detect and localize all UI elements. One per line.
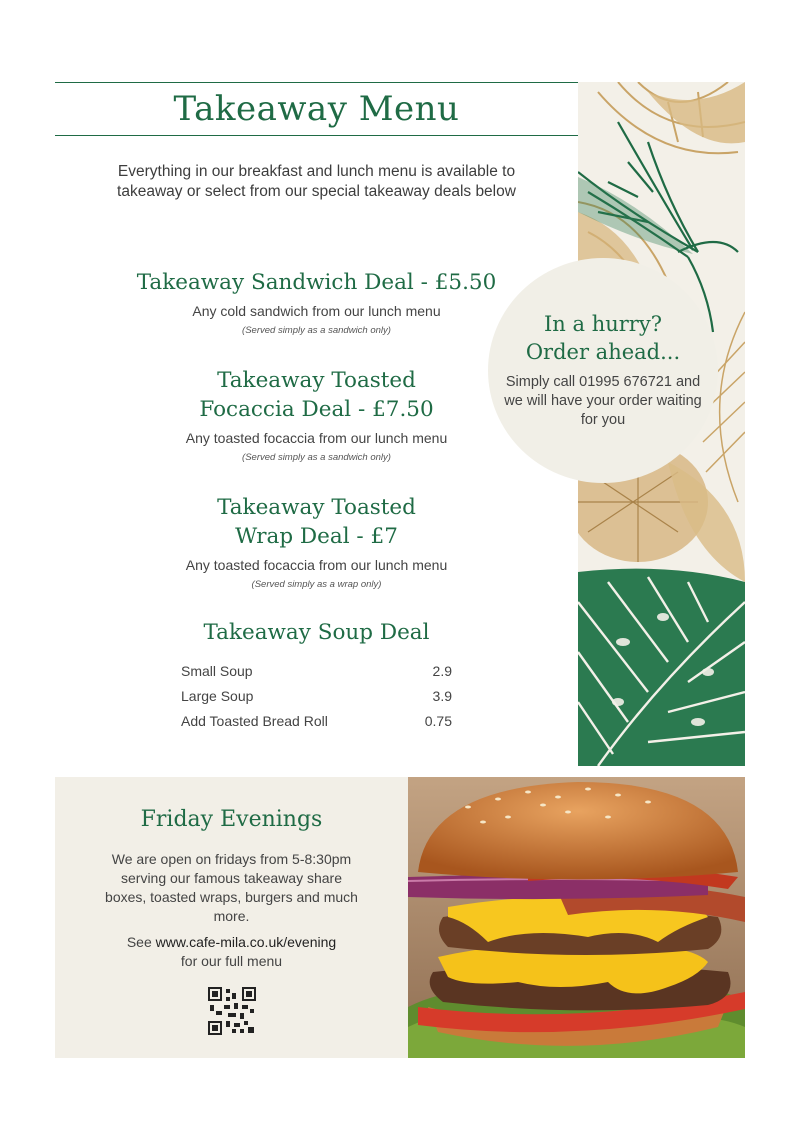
deal-focaccia xyxy=(120,366,513,463)
list-item xyxy=(181,661,452,686)
deal-note: (Served simply as a wrap only) xyxy=(251,579,382,590)
friday-evenings-panel xyxy=(55,777,408,1058)
deal-title: Takeaway Sandwich Deal - £5.50 xyxy=(136,270,497,295)
deal-note: (Served simply as a sandwich only) xyxy=(242,452,391,463)
item-price: 0.75 xyxy=(424,713,452,729)
page-title: Takeaway Menu xyxy=(173,89,460,129)
deal-description: Any cold sandwich from our lunch menu xyxy=(192,303,441,319)
callout-title-line1: In a hurry? xyxy=(544,312,662,336)
item-name: Small Soup xyxy=(181,663,253,679)
friday-link-text xyxy=(100,933,363,971)
deal-note: (Served simply as a sandwich only) xyxy=(242,325,391,336)
friday-description: We are open on fridays from 5-8:30pm serving our famous takeaway share boxes, toasted wraps, burgers and much more. xyxy=(105,851,358,924)
burger-photo xyxy=(408,777,745,1058)
deal-description: Any toasted focaccia from our lunch menu xyxy=(185,557,448,573)
callout-text: Simply call 01995 676721 and we will have your order waiting for you xyxy=(504,374,702,428)
evening-menu-link[interactable]: www.cafe-mila.co.uk/evening xyxy=(155,934,337,950)
soup-heading: Takeaway Soup Deal xyxy=(203,620,430,645)
list-item xyxy=(181,686,452,711)
deal-title-line1: Takeaway Toasted xyxy=(217,368,416,393)
item-price: 2.9 xyxy=(432,663,452,679)
link-prefix: See xyxy=(126,934,156,950)
intro-text: Everything in our breakfast and lunch menu is available to takeaway or select from our special takeaway deals below xyxy=(117,163,516,200)
soup-price-list xyxy=(181,661,452,736)
deal-title xyxy=(120,366,513,424)
qr-code-icon xyxy=(208,987,256,1035)
deal-wrap xyxy=(120,493,513,590)
deal-sandwich xyxy=(120,268,513,336)
deal-description: Any toasted focaccia from our lunch menu xyxy=(185,430,448,446)
list-item xyxy=(181,711,452,736)
order-ahead-callout xyxy=(488,258,718,483)
item-name: Add Toasted Bread Roll xyxy=(181,713,328,729)
friday-title: Friday Evenings xyxy=(140,807,323,832)
title-banner xyxy=(55,82,578,136)
deal-title-line1: Takeaway Toasted xyxy=(217,495,416,520)
callout-title-line2: Order ahead... xyxy=(525,340,681,364)
deal-title xyxy=(120,493,513,551)
deal-title-line2: Wrap Deal - £7 xyxy=(235,524,398,549)
item-price: 3.9 xyxy=(432,688,452,704)
deal-title-line2: Focaccia Deal - £7.50 xyxy=(199,397,434,422)
callout-title xyxy=(488,310,718,366)
link-suffix: for our full menu xyxy=(180,953,283,969)
item-name: Large Soup xyxy=(181,688,254,704)
